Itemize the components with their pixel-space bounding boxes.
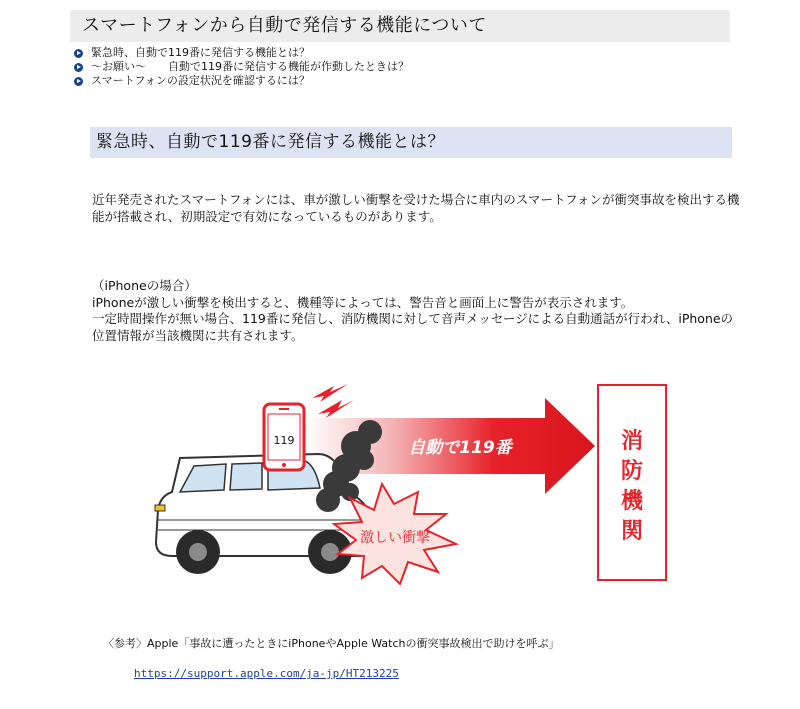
crash-detection-illustration	[150, 380, 675, 585]
impact-label: 激しい衝撃	[360, 530, 430, 546]
destination-char: 機	[620, 489, 644, 514]
destination-char: 関	[620, 519, 644, 544]
arrow-label: 自動で119番	[408, 438, 512, 458]
intro-paragraph: 近年発売されたスマートフォンには、車が激しい衝撃を受けた場合に車内のスマートフォンが衝突事故を検出する機能が搭載され、初期設定で有効になっているものがあります。	[92, 192, 740, 224]
toc-link[interactable]: 緊急時、自動で119番に発信する機能とは？	[91, 46, 310, 59]
destination-char: 消	[620, 429, 644, 454]
reference-link[interactable]: https://support.apple.com/ja-jp/HT213225	[134, 667, 399, 680]
bullet-arrow-icon	[74, 63, 83, 72]
bullet-arrow-icon	[74, 77, 83, 86]
iphone-text-line: iPhoneが激しい衝撃を検出すると、機種等によっては、警告音と画面上に警告が表示されます。	[92, 294, 634, 310]
iphone-text-line: 一定時間操作が無い場合、119番に発信し、消防機関に対して音声メッセージによる自動通話が行われ、iPhoneの位置情報が当該機関に共有されます。	[92, 311, 734, 343]
phone-number: 119	[273, 434, 295, 447]
toc-item[interactable]	[74, 60, 409, 74]
table-of-contents	[74, 46, 409, 88]
toc-item[interactable]	[74, 46, 409, 60]
toc-link[interactable]: ～お願い～ 自動で119番に発信する機能が作動したときは？	[91, 60, 409, 73]
toc-link[interactable]: スマートフォンの設定状況を確認するには？	[91, 74, 310, 87]
alert-lightning-icon	[312, 384, 354, 418]
iphone-paragraph	[92, 278, 742, 344]
iphone-heading: （iPhoneの場合）	[92, 278, 197, 293]
bullet-arrow-icon	[74, 49, 83, 58]
page-title: スマートフォンから自動で発信する機能について	[70, 10, 730, 42]
section-title: 緊急時、自動で119番に発信する機能とは？	[90, 127, 732, 158]
toc-item[interactable]	[74, 74, 409, 88]
reference-text: 〈参考〉Apple「事故に遭ったときにiPhoneやApple Watchの衝突事故検出で助けを呼ぶ」	[103, 637, 560, 650]
destination-char: 防	[620, 459, 644, 484]
